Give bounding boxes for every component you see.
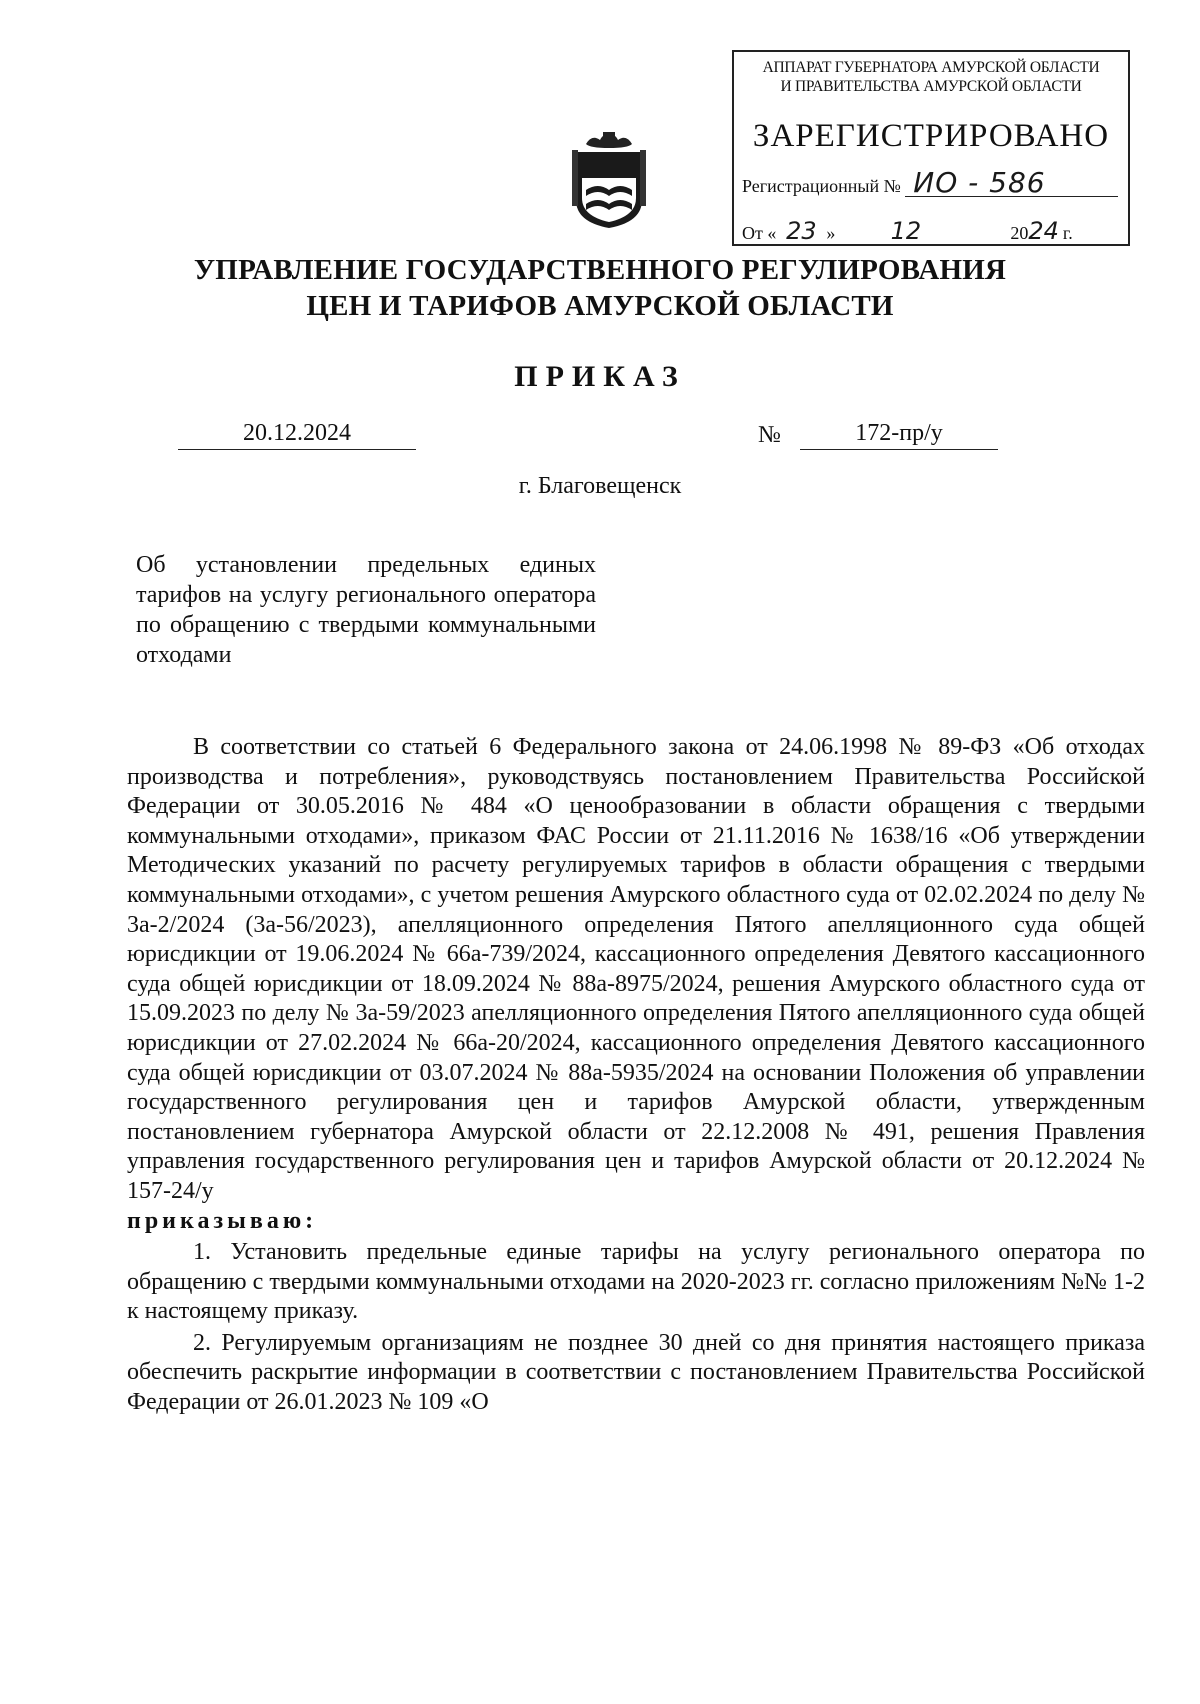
order-word: приказываю: — [127, 1207, 318, 1234]
document-number-label: № — [758, 422, 781, 448]
stamp-date-month: 12 — [840, 218, 972, 245]
stamp-registration-line — [742, 166, 1120, 199]
order-item-1: 1. Установить предельные единые тарифы на услугу регионального оператора по обращению с твердыми коммунальными отходами на 2020-2023 гг. согласно приложениям №№ 1-2 к настоящему приказу. — [127, 1239, 1145, 1325]
stamp-organization — [734, 58, 1128, 96]
stamp-date-day: 23 — [776, 218, 826, 245]
stamp-reg-label: Регистрационный № — [742, 176, 901, 196]
stamp-date-year: 24 — [1028, 217, 1059, 245]
stamp-reg-number: ИО - 586 — [905, 170, 1118, 197]
stamp-date-mid: » — [826, 223, 836, 243]
registration-stamp — [732, 50, 1130, 246]
authority-name-line2: ЦЕН И ТАРИФОВ АМУРСКОЙ ОБЛАСТИ — [306, 290, 894, 322]
stamp-org-line1: АППАРАТ ГУБЕРНАТОРА АМУРСКОЙ ОБЛАСТИ — [762, 59, 1100, 76]
stamp-date-year-prefix: 20 — [1010, 223, 1029, 243]
document-number: 172-пр/у — [800, 420, 998, 450]
stamp-date-line — [742, 218, 1120, 245]
stamp-org-line2: И ПРАВИТЕЛЬСТВА АМУРСКОЙ ОБЛАСТИ — [780, 78, 1082, 95]
stamp-date-prefix: От « — [742, 223, 777, 243]
document-body — [127, 733, 1145, 1418]
stamp-registered-label: ЗАРЕГИСТРИРОВАНО — [752, 118, 1110, 154]
document-date: 20.12.2024 — [178, 420, 416, 450]
stamp-date-end: г. — [1062, 223, 1073, 243]
document-subject: Об установлении предельных единых тарифов на услугу регионального оператора по обращению с твердыми коммунальными отходами — [136, 552, 596, 668]
document-city: г. Благовещенск — [518, 473, 682, 499]
body-preamble: В соответствии со статьей 6 Федерального закона от 24.06.1998 № 89-ФЗ «Об отходах производства и потребления», руководствуясь постановлением Правительства Российской Федерации от 30.05.2016 № 484 «О ценообразовании в области обращения с твердыми коммунальными отходами», приказом ФАС России от 21.11.2016 № 1638/16 «Об утверждении Методических указаний по расчету регулируемых тарифов в области обращения с твердыми коммунальными отходами», с учетом решения Амурского областного суда от 02.02.2024 по делу № 3а-2/2024 (3а-56/2023), апелляционного определения Пятого апелляционного суда общей юрисдикции от 19.06.2024 № 66а-739/2024, кассационного определения Девятого кассационного суда общей юрисдикции от 18.09.2024 № 88а-8975/2024, решения Амурского областного суда от 15.09.2023 по делу № 3а-59/2023 апелляционного определения Пятого апелляционного суда общей юрисдикции от 27.02.2024 № 66а-20/2024, кассационного определения Девятого кассационного суда общей юрисдикции от 03.07.2024 № 88а-5935/2024 на основании Положения об управлении государственного регулирования цен и тарифов Амурской области, утвержденным постановлением губернатора Амурской области от 22.12.2008 № 491, решения Правления управления государственного регулирования цен и тарифов Амурской области от 20.12.2024 № 157-24/у — [127, 734, 1145, 1204]
document-type-title: ПРИКАЗ — [514, 360, 686, 393]
authority-name-line1: УПРАВЛЕНИЕ ГОСУДАРСТВЕННОГО РЕГУЛИРОВАНИЯ — [193, 254, 1007, 286]
coat-of-arms-icon — [572, 130, 646, 230]
order-item-2: 2. Регулируемым организациям не позднее 30 дней со дня принятия настоящего приказа обеспечить раскрытие информации в соответствии с постановлением Правительства Российской Федерации от 26.01.2023 № 109 «О — [127, 1329, 1145, 1416]
